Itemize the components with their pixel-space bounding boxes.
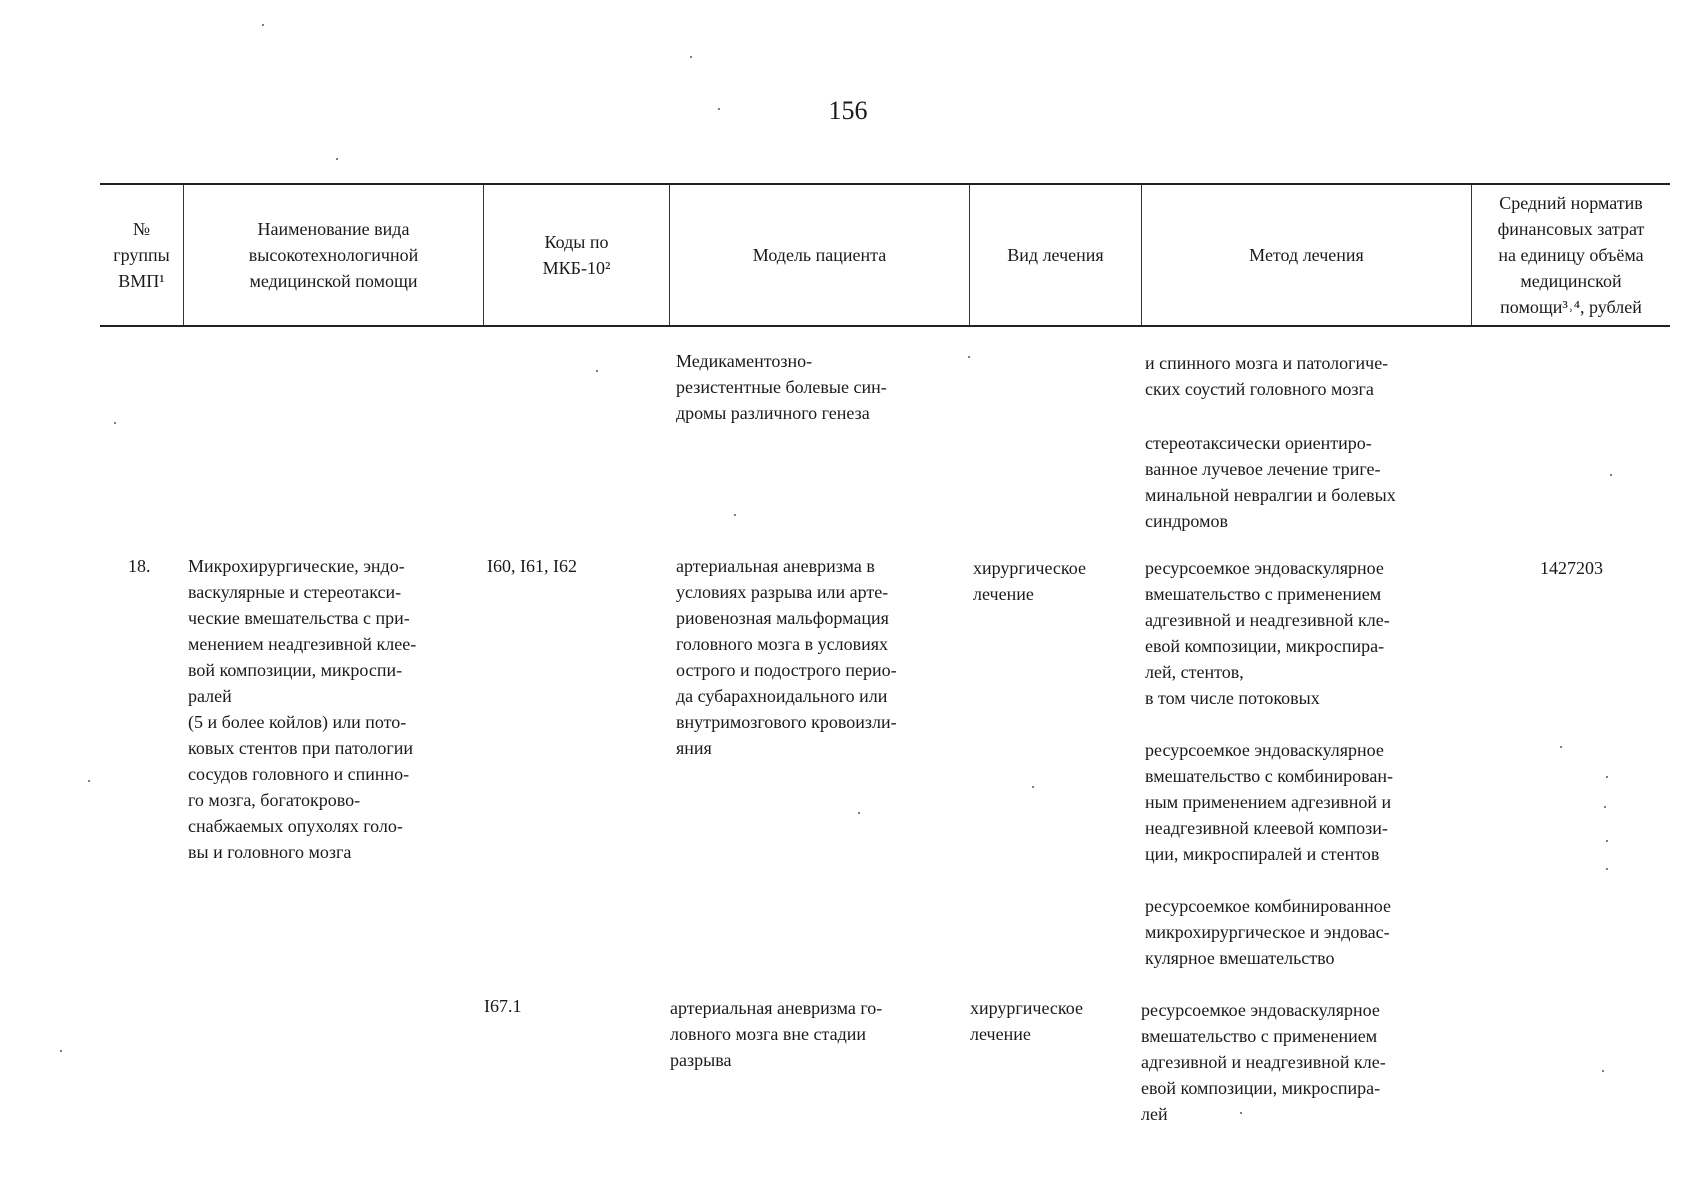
scan-speck [1606, 868, 1608, 870]
scan-speck [1032, 786, 1034, 788]
header-treatment-type: Вид лечения [970, 185, 1142, 325]
header-care-name: Наименование вида высокотехнологичной медицинской помощи [184, 185, 484, 325]
cont-method-2: стереотаксически ориентиро- ванное лучевое лечение триге- минальной невралгии и болевых синдромов [1145, 433, 1396, 531]
cont-method-1: и спинного мозга и патологиче- ских соустий головного мозга [1145, 353, 1389, 399]
scan-speck [968, 356, 970, 358]
page-number: 156 [828, 96, 868, 125]
group-number: 18. [128, 556, 151, 576]
header-treatment-method: Метод лечения [1142, 185, 1472, 325]
scan-speck [60, 1050, 62, 1052]
scan-speck [1604, 806, 1606, 808]
patient-model-1: артериальная аневризма в условиях разрыва или арте- риовенозная мальформация головного мозга в условиях острого и подострого перио- да субарахноидального или внутримозгового кровоизли- яния [676, 556, 897, 758]
scan-speck [1560, 746, 1562, 748]
header-group-number: № группы ВМП¹ [100, 185, 184, 325]
header-cost-standard: Средний норматив финансовых затрат на единицу объёма медицинской помощи³˒⁴, рублей [1497, 193, 1645, 317]
cont-patient-model: Медикаментозно- резистентные болевые син- дромы различного генеза [676, 351, 887, 423]
patient-model-2: артериальная аневризма го- ловного мозга вне стадии разрыва [670, 998, 883, 1070]
scan-speck [88, 780, 90, 782]
scan-speck [336, 158, 338, 160]
scan-speck [1602, 1070, 1604, 1072]
icd-codes-1: I60, I61, I62 [487, 556, 577, 576]
group-care-name: Микрохирургические, эндо- васкулярные и стереотакси- ческие вмешательства с при- менением неадгезивной клее- вой композиции, микроспи- ралей (5 и более койлов) или пото- ковых стентов при патологии сосудов головного и спинно- го мозга, богатокрово- снабжаемых опухолях голо- вы и головного мозга [188, 556, 417, 862]
treatment-method-1c: ресурсоемкое комбинированное микрохирургическое и эндовас- кулярное вмешательство [1145, 896, 1391, 968]
treatment-method-2a: ресурсоемкое эндоваскулярное вмешательство с применением адгезивной и неадгезивной кле- евой композиции, микроспира- лей [1141, 1000, 1386, 1124]
treatment-method-1b: ресурсоемкое эндоваскулярное вмешательство с комбинирован- ным применением адгезивной и неадгезивной клеевой компози- ции, микроспиралей и стентов [1145, 740, 1394, 864]
treatment-type-1: хирургическое лечение [973, 558, 1086, 604]
scan-speck [690, 56, 692, 58]
cost-standard: 1427203 [1540, 558, 1603, 578]
scan-speck [114, 422, 116, 424]
header-patient-model: Модель пациента [670, 185, 970, 325]
header-icd-codes: Коды по МКБ-10² [484, 185, 670, 325]
scan-speck [262, 24, 264, 26]
scan-speck [1606, 840, 1608, 842]
scan-speck [1606, 776, 1608, 778]
icd-codes-2: I67.1 [484, 996, 522, 1016]
scan-speck [1240, 1112, 1242, 1114]
treatment-type-2: хирургическое лечение [970, 998, 1083, 1044]
scan-speck [734, 514, 736, 516]
treatment-method-1a: ресурсоемкое эндоваскулярное вмешательство с применением адгезивной и неадгезивной кле- евой композиции, микроспира- лей, стентов, в том числе потоковых [1145, 558, 1390, 708]
scan-speck [858, 812, 860, 814]
scan-speck [718, 108, 720, 110]
scan-speck [1610, 474, 1612, 476]
scan-speck [596, 370, 598, 372]
table-header [100, 183, 1670, 327]
